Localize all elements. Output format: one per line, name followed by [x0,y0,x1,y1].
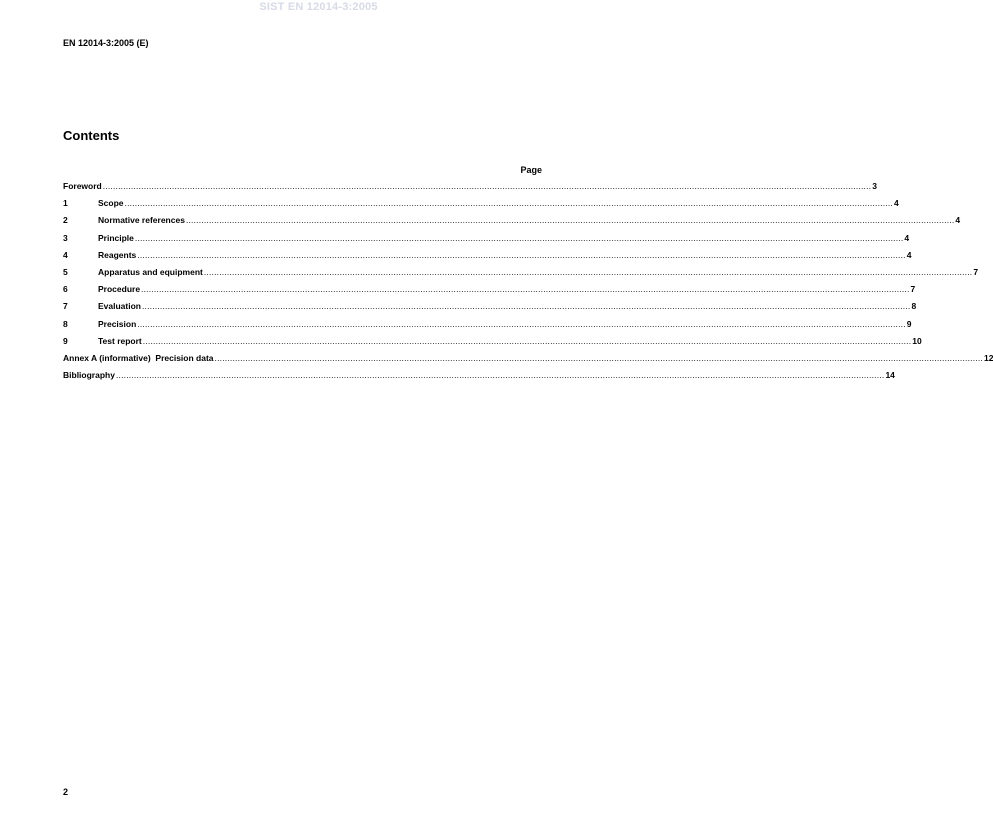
dot-leader: ............................................................................................................................................................................................................................................................................................................ [141,284,910,295]
table-of-contents [63,181,993,387]
page-number: 2 [63,787,69,797]
toc-entry-page: 4 [894,198,899,209]
document-id-header: EN 12014-3:2005 (E) [63,38,149,48]
toc-entry-label: Scope [98,198,124,209]
page-column-heading: Page [520,165,542,175]
toc-entry-page: 7 [973,266,979,277]
toc-entry-label: Evaluation [98,301,141,312]
toc-entry-number: 2 [63,215,68,226]
toc-entry-number: 9 [63,335,68,346]
toc-entry-number: 7 [63,301,68,312]
dot-leader: ............................................................................................................................................................................................................................................................................................................ [134,232,904,243]
toc-entry-scope[interactable] [63,198,899,215]
dot-leader: ............................................................................................................................................................................................................................................................................................................ [115,370,885,381]
dot-leader: ............................................................................................................................................................................................................................................................................................................ [214,352,983,363]
dot-leader: ............................................................................................................................................................................................................................................................................................................ [203,266,973,277]
dot-leader: ............................................................................................................................................................................................................................................................................................................ [137,249,906,260]
toc-entry-number: 3 [63,232,68,243]
toc-entry-bibliography[interactable] [63,370,895,387]
toc-entry-page: 7 [910,284,916,295]
toc-entry-number: 6 [63,284,68,295]
toc-entry-page: 9 [906,318,912,329]
toc-entry-precision[interactable] [63,318,912,336]
toc-entry-page: 12 [984,352,993,363]
contents-title: Contents [63,128,120,143]
toc-entry-page: 8 [911,301,917,312]
toc-entry-number: 8 [63,318,68,329]
toc-entry-procedure[interactable] [63,284,916,301]
toc-entry-label: Reagents [98,249,137,260]
toc-entry-principle[interactable] [63,232,910,250]
toc-entry-annex-a[interactable] [63,352,993,370]
toc-entry-page: 4 [904,232,910,243]
toc-entry-label: Normative references [98,215,185,226]
toc-entry-label: Foreword [63,181,102,191]
dot-leader: ............................................................................................................................................................................................................................................................................................................ [124,198,893,209]
toc-entry-apparatus[interactable] [63,266,979,284]
dot-leader: ............................................................................................................................................................................................................................................................................................................ [102,181,872,191]
toc-entry-test-report[interactable] [63,335,922,353]
dot-leader: ............................................................................................................................................................................................................................................................................................................ [185,215,955,226]
toc-entry-number: 1 [63,198,68,209]
toc-entry-page: 4 [906,249,912,260]
watermark: SIST EN 12014-3:2005 [259,1,378,13]
toc-entry-page: 14 [885,370,895,381]
toc-entry-label: Test report [98,335,142,346]
toc-entry-label: Procedure [98,284,141,295]
dot-leader: ............................................................................................................................................................................................................................................................................................................ [141,301,911,312]
toc-entry-page: 3 [872,181,877,191]
toc-entry-foreword[interactable] [63,181,877,198]
toc-entry-label: Annex A (informative) Precision data [63,352,214,363]
toc-entry-evaluation[interactable] [63,301,917,318]
toc-entry-page: 10 [912,335,922,346]
toc-entry-page: 4 [955,215,961,226]
toc-entry-number: 5 [63,266,68,277]
toc-entry-label: Precision [98,318,137,329]
toc-entry-reagents[interactable] [63,249,912,267]
toc-entry-normative-references[interactable] [63,215,961,232]
dot-leader: ............................................................................................................................................................................................................................................................................................................ [137,318,906,329]
toc-entry-number: 4 [63,249,68,260]
toc-entry-label: Apparatus and equipment [98,266,203,277]
dot-leader: ............................................................................................................................................................................................................................................................................................................ [142,335,912,346]
toc-entry-label: Principle [98,232,134,243]
toc-entry-label: Bibliography [63,370,115,381]
